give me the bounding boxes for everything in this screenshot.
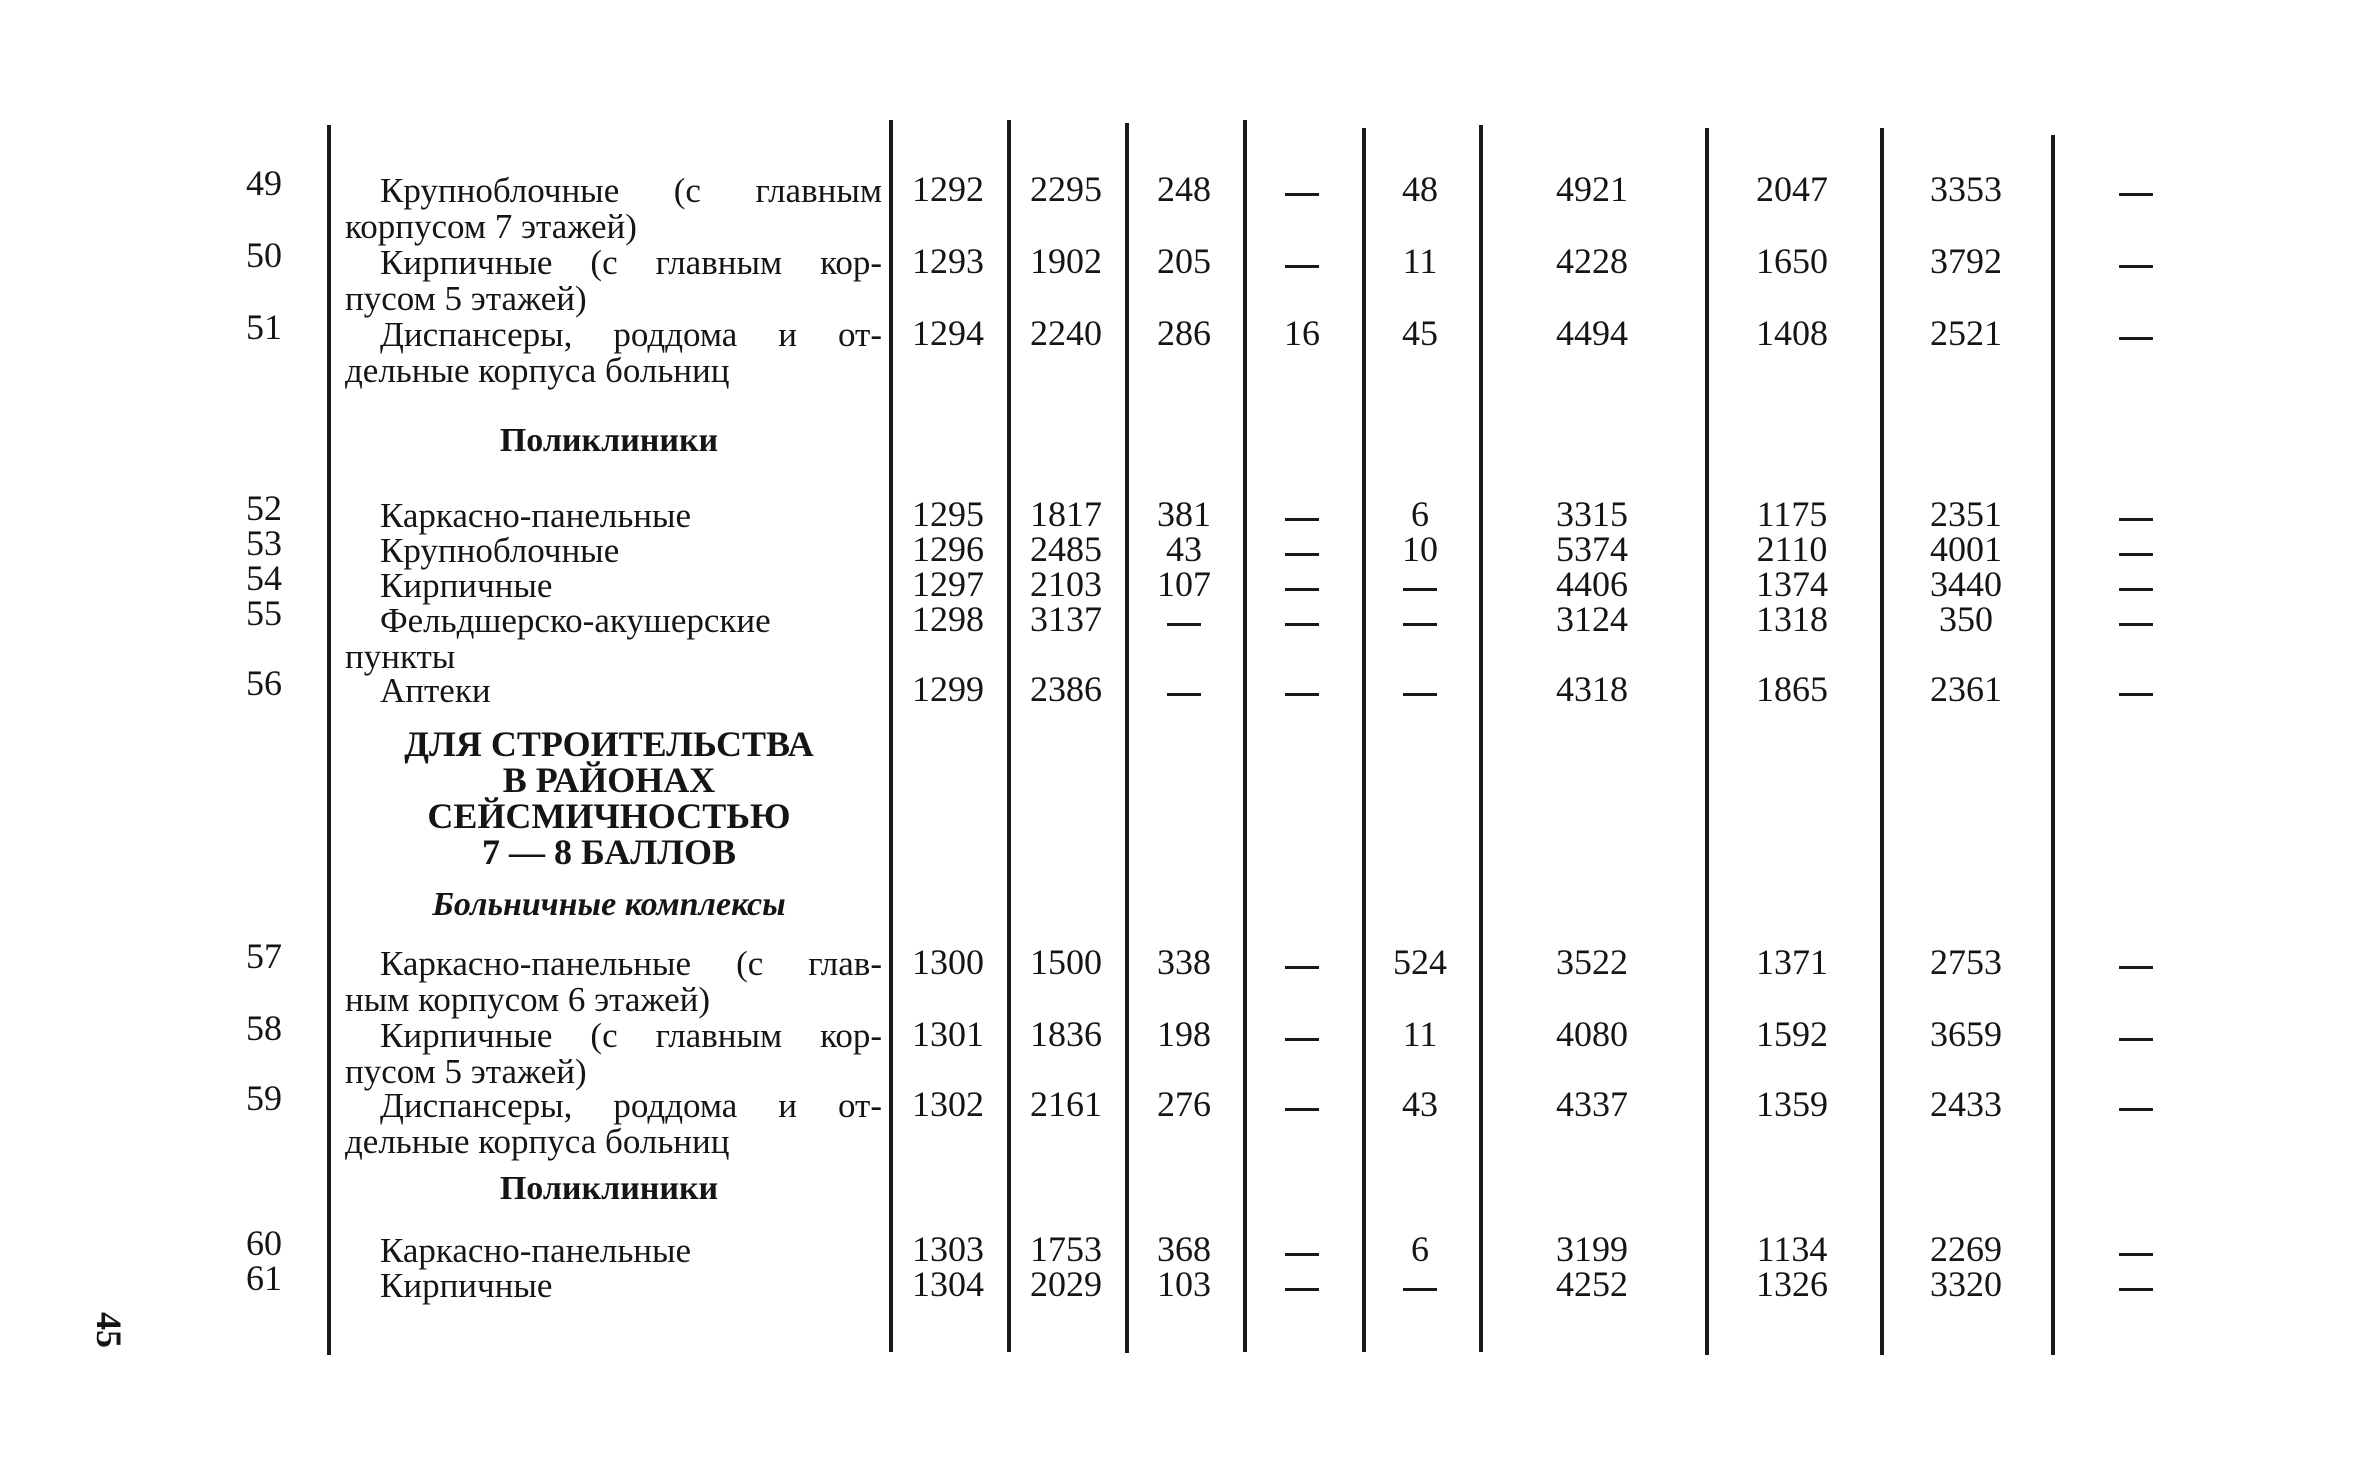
table-cell: 2240 bbox=[1030, 313, 1102, 353]
dash-mark bbox=[2119, 337, 2153, 340]
column-rule bbox=[1125, 123, 1129, 1353]
column-rule bbox=[889, 120, 893, 1352]
table-cell: 2433 bbox=[1930, 1084, 2002, 1124]
table-cell: 16 bbox=[1284, 313, 1320, 353]
table-cell: 6 bbox=[1411, 494, 1429, 534]
table-cell: 1295 bbox=[912, 494, 984, 534]
row-label: Аптеки bbox=[380, 671, 491, 710]
table-cell: 276 bbox=[1157, 1084, 1211, 1124]
dash-mark bbox=[1285, 1253, 1319, 1256]
dash-mark bbox=[2119, 553, 2153, 556]
row-number: 54 bbox=[246, 558, 282, 598]
table-cell: 4080 bbox=[1556, 1014, 1628, 1054]
table-cell: 350 bbox=[1939, 599, 1993, 639]
table-cell: 2047 bbox=[1756, 169, 1828, 209]
row-number: 57 bbox=[246, 936, 282, 976]
section-heading: Поликлиники bbox=[499, 422, 719, 459]
dash-mark bbox=[1403, 693, 1437, 696]
table-cell: 43 bbox=[1166, 529, 1202, 569]
row-number: 61 bbox=[246, 1258, 282, 1298]
row-label: Крупноблочные bbox=[380, 531, 620, 570]
table-cell: 1292 bbox=[912, 169, 984, 209]
table-cell: 2753 bbox=[1930, 942, 2002, 982]
dash-mark bbox=[1403, 623, 1437, 626]
row-label-continuation: пункты bbox=[345, 637, 456, 676]
table-cell: 524 bbox=[1393, 942, 1447, 982]
column-rule bbox=[1007, 120, 1011, 1352]
dash-mark bbox=[2119, 1108, 2153, 1111]
table-cell: 1300 bbox=[912, 942, 984, 982]
table-cell: 1865 bbox=[1756, 669, 1828, 709]
table-cell: 4494 bbox=[1556, 313, 1628, 353]
table-cell: 107 bbox=[1157, 564, 1211, 604]
table-cell: 10 bbox=[1402, 529, 1438, 569]
row-number: 55 bbox=[246, 593, 282, 633]
table-cell: 45 bbox=[1402, 313, 1438, 353]
table-cell: 3124 bbox=[1556, 599, 1628, 639]
row-number: 49 bbox=[246, 163, 282, 203]
dash-mark bbox=[1285, 193, 1319, 196]
table-cell: 103 bbox=[1157, 1264, 1211, 1304]
table-cell: 1302 bbox=[912, 1084, 984, 1124]
table-cell: 2103 bbox=[1030, 564, 1102, 604]
row-number: 50 bbox=[246, 235, 282, 275]
table-cell: 248 bbox=[1157, 169, 1211, 209]
dash-mark bbox=[2119, 1288, 2153, 1291]
row-label: Каркасно-панельные bbox=[380, 496, 692, 535]
table-cell: 4337 bbox=[1556, 1084, 1628, 1124]
table-cell: 3315 bbox=[1556, 494, 1628, 534]
dash-mark bbox=[1285, 1288, 1319, 1291]
column-rule bbox=[2051, 135, 2055, 1355]
table-cell: 1408 bbox=[1756, 313, 1828, 353]
table-cell: 4318 bbox=[1556, 669, 1628, 709]
table-cell: 1293 bbox=[912, 241, 984, 281]
table-cell: 4921 bbox=[1556, 169, 1628, 209]
table-cell: 1836 bbox=[1030, 1014, 1102, 1054]
table-cell: 4001 bbox=[1930, 529, 2002, 569]
dash-mark bbox=[2119, 623, 2153, 626]
table-cell: 3353 bbox=[1930, 169, 2002, 209]
row-label: Кирпичные (с главным кор- bbox=[380, 1016, 882, 1055]
row-label: Кирпичные (с главным кор- bbox=[380, 243, 882, 282]
row-number: 60 bbox=[246, 1223, 282, 1263]
table-cell: 3320 bbox=[1930, 1264, 2002, 1304]
column-rule bbox=[327, 125, 331, 1355]
row-label-continuation: корпусом 7 этажей) bbox=[345, 207, 637, 246]
row-label: Диспансеры, роддома и от- bbox=[380, 1086, 882, 1125]
row-label-continuation: пусом 5 этажей) bbox=[345, 279, 587, 318]
table-cell: 1175 bbox=[1756, 494, 1828, 534]
section-heading: Поликлиники bbox=[499, 1170, 719, 1207]
dash-mark bbox=[2119, 693, 2153, 696]
table-cell: 368 bbox=[1157, 1229, 1211, 1269]
row-label-continuation: ным корпусом 6 этажей) bbox=[345, 980, 711, 1019]
table-cell: 3440 bbox=[1930, 564, 2002, 604]
section-heading: ДЛЯ СТРОИТЕЛЬСТВА bbox=[404, 724, 814, 764]
dash-mark bbox=[1285, 966, 1319, 969]
table-cell: 1374 bbox=[1756, 564, 1828, 604]
table-cell: 1134 bbox=[1756, 1229, 1828, 1269]
table-cell: 3522 bbox=[1556, 942, 1628, 982]
table-cell: 286 bbox=[1157, 313, 1211, 353]
table-cell: 2361 bbox=[1930, 669, 2002, 709]
row-label: Крупноблочные (с главным bbox=[380, 171, 882, 210]
row-label: Каркасно-панельные bbox=[380, 1231, 692, 1270]
dash-mark bbox=[1285, 1038, 1319, 1041]
dash-mark bbox=[1167, 693, 1201, 696]
dash-mark bbox=[1285, 623, 1319, 626]
table-cell: 2110 bbox=[1756, 529, 1828, 569]
table-cell: 1304 bbox=[912, 1264, 984, 1304]
table-cell: 381 bbox=[1157, 494, 1211, 534]
dash-mark bbox=[2119, 265, 2153, 268]
table-cell: 1298 bbox=[912, 599, 984, 639]
dash-mark bbox=[2119, 588, 2153, 591]
table-cell: 1296 bbox=[912, 529, 984, 569]
table-cell: 1326 bbox=[1756, 1264, 1828, 1304]
dash-mark bbox=[2119, 518, 2153, 521]
table-cell: 11 bbox=[1402, 241, 1438, 281]
table-cell: 6 bbox=[1411, 1229, 1429, 1269]
table-cell: 205 bbox=[1157, 241, 1211, 281]
row-label: Кирпичные bbox=[380, 566, 553, 605]
column-rule bbox=[1362, 128, 1366, 1352]
table-cell: 1301 bbox=[912, 1014, 984, 1054]
table-cell: 2386 bbox=[1030, 669, 1102, 709]
dash-mark bbox=[1285, 1108, 1319, 1111]
dash-mark bbox=[1285, 265, 1319, 268]
row-label: Диспансеры, роддома и от- bbox=[380, 315, 882, 354]
table-cell: 2351 bbox=[1930, 494, 2002, 534]
table-cell: 1371 bbox=[1756, 942, 1828, 982]
table-cell: 2029 bbox=[1030, 1264, 1102, 1304]
table-cell: 4252 bbox=[1556, 1264, 1628, 1304]
table-cell: 43 bbox=[1402, 1084, 1438, 1124]
table-cell: 1753 bbox=[1030, 1229, 1102, 1269]
dash-mark bbox=[2119, 1253, 2153, 1256]
table-cell: 2161 bbox=[1030, 1084, 1102, 1124]
table-cell: 1650 bbox=[1756, 241, 1828, 281]
table-cell: 2521 bbox=[1930, 313, 2002, 353]
table-cell: 4406 bbox=[1556, 564, 1628, 604]
table-cell: 1318 bbox=[1756, 599, 1828, 639]
page-number: 45 bbox=[89, 1312, 129, 1348]
table-cell: 1297 bbox=[912, 564, 984, 604]
table-cell: 3199 bbox=[1556, 1229, 1628, 1269]
section-heading: СЕЙСМИЧНОСТЬЮ bbox=[427, 796, 791, 836]
table-cell: 1294 bbox=[912, 313, 984, 353]
dash-mark bbox=[1403, 1288, 1437, 1291]
row-label: Каркасно-панельные (с глав- bbox=[380, 944, 882, 983]
column-rule bbox=[1479, 125, 1483, 1352]
column-rule bbox=[1705, 128, 1709, 1355]
dash-mark bbox=[2119, 1038, 2153, 1041]
section-heading: Больничные комплексы bbox=[432, 886, 786, 923]
dash-mark bbox=[2119, 193, 2153, 196]
table-cell: 1817 bbox=[1030, 494, 1102, 534]
table-cell: 1359 bbox=[1756, 1084, 1828, 1124]
table-cell: 3659 bbox=[1930, 1014, 2002, 1054]
row-number: 58 bbox=[246, 1008, 282, 1048]
table-cell: 1592 bbox=[1756, 1014, 1828, 1054]
section-heading: 7 — 8 БАЛЛОВ bbox=[482, 832, 736, 872]
column-rule bbox=[1880, 128, 1884, 1355]
row-number: 59 bbox=[246, 1078, 282, 1118]
table-cell: 198 bbox=[1157, 1014, 1211, 1054]
table-cell: 1500 bbox=[1030, 942, 1102, 982]
dash-mark bbox=[1285, 693, 1319, 696]
table-cell: 2269 bbox=[1930, 1229, 2002, 1269]
row-label: Кирпичные bbox=[380, 1266, 553, 1305]
row-number: 51 bbox=[246, 307, 282, 347]
table-cell: 11 bbox=[1402, 1014, 1438, 1054]
dash-mark bbox=[2119, 966, 2153, 969]
table-cell: 2485 bbox=[1030, 529, 1102, 569]
table-cell: 5374 bbox=[1556, 529, 1628, 569]
dash-mark bbox=[1285, 588, 1319, 591]
row-label-continuation: дельные корпуса больниц bbox=[345, 1122, 730, 1161]
row-label-continuation: пусом 5 этажей) bbox=[345, 1052, 587, 1091]
dash-mark bbox=[1285, 553, 1319, 556]
column-rule bbox=[1243, 120, 1247, 1352]
row-number: 56 bbox=[246, 663, 282, 703]
table-cell: 1902 bbox=[1030, 241, 1102, 281]
row-number: 52 bbox=[246, 488, 282, 528]
table-cell: 338 bbox=[1157, 942, 1211, 982]
table-cell: 48 bbox=[1402, 169, 1438, 209]
table-cell: 1299 bbox=[912, 669, 984, 709]
dash-mark bbox=[1167, 623, 1201, 626]
row-label: Фельдшерско-акушерские bbox=[380, 601, 771, 640]
table-cell: 4228 bbox=[1556, 241, 1628, 281]
dash-mark bbox=[1403, 588, 1437, 591]
table-cell: 1303 bbox=[912, 1229, 984, 1269]
table-cell: 2295 bbox=[1030, 169, 1102, 209]
dash-mark bbox=[1285, 518, 1319, 521]
table-cell: 3792 bbox=[1930, 241, 2002, 281]
section-heading: В РАЙОНАХ bbox=[502, 760, 716, 800]
table-cell: 3137 bbox=[1030, 599, 1102, 639]
row-number: 53 bbox=[246, 523, 282, 563]
row-label-continuation: дельные корпуса больниц bbox=[345, 351, 730, 390]
